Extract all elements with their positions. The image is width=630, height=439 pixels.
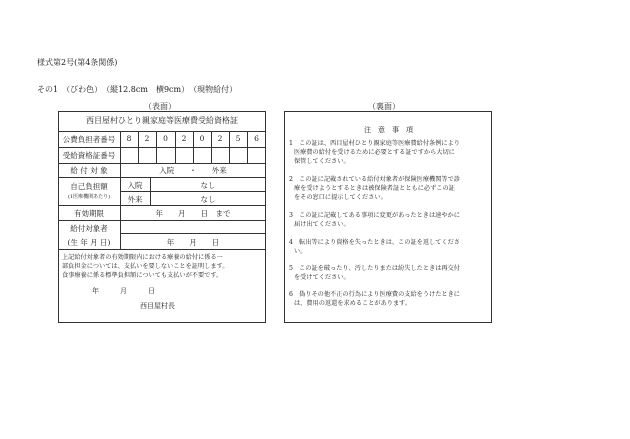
note-line: をその窓口に提示してください。 [294, 194, 387, 201]
payer-digit: 2 [217, 134, 223, 143]
payer-digit: 2 [181, 134, 187, 143]
notice-line: 食事療養に係る標準負担額についても支払いが不要です。 [62, 272, 223, 279]
inpatient-value: なし [200, 181, 216, 190]
inpatient-label: 入院 [127, 181, 143, 190]
notice-line: 部負担金については、支払いを要しないことを証明します。 [62, 263, 229, 270]
issuer: 西目屋村長 [140, 302, 175, 310]
back-caption: （裏面） [368, 102, 400, 111]
payer-digit: 0 [163, 134, 168, 143]
benefit-target-label: 給 付 対 象 [70, 166, 108, 175]
period-value: 年 月 日 まで [155, 209, 231, 218]
note-line: 4 転出等により資格を失ったときは、この証を返してくださ [289, 239, 460, 246]
form-number: 様式第2号(第4条関係) [37, 58, 118, 67]
note-line: 1 この証は、西目屋村ひとり親家庭等医療費給付条例により [289, 140, 460, 147]
outpatient-label: 外来 [127, 195, 143, 204]
issue-date: 年 月 日 [92, 287, 155, 295]
notice-line: 上記給付対象者の有効期限内における療養の給付に係る一 [62, 254, 223, 261]
note-line: 医療費の給付を受けるために必要とする証ですから大切に [294, 149, 455, 156]
notes-heading: 注 意 事 項 [364, 126, 413, 134]
note-line: 2 この証に記載されている給付対象者が保険医療機関等で診 [289, 176, 460, 183]
payer-digit: 8 [126, 134, 132, 143]
birth-value: 年 月 日 [166, 238, 220, 247]
payer-digit: 6 [254, 134, 259, 143]
note-line: 5 この証を破ったり、汚したりまたは紛失したときは再交付 [289, 265, 460, 272]
self-pay-note: (1医療機関あたり) [67, 194, 111, 200]
note-line: い。 [294, 248, 307, 255]
note-line: 6 偽りその他不正の行為により医療費の支給をうけたときに [289, 291, 460, 298]
card-title: 西目屋村ひとり親家庭等医療費受給資格証 [86, 116, 238, 125]
note-line: 保管してください。 [294, 158, 350, 165]
note-line: 3 この証に記載してある事項に変更があったときは速やかに [289, 212, 460, 219]
front-caption: （表面） [144, 102, 176, 111]
form-spec: その1 （びわ色） （縦12.8cm 横9cm） （現物給付） [37, 85, 238, 94]
payer-digit: 0 [199, 134, 205, 143]
note-line: は、費用の返還を求めることがあります。 [294, 300, 412, 307]
outpatient-value: なし [200, 195, 216, 204]
note-line: 届け出てください。 [294, 221, 350, 228]
payer-digit: 5 [235, 134, 241, 143]
note-line: 療を受けようとするときは被保険者証とともに必ずこの証 [294, 185, 455, 192]
self-pay-label: 自己負担額 [70, 182, 108, 191]
birth-label: (生 年 月 日) [67, 238, 111, 247]
period-label: 有効期限 [74, 209, 104, 218]
payer-number-label: 公費負担者番号 [62, 135, 116, 144]
recipient-number-label: 受給資格証番号 [62, 151, 116, 160]
person-label: 給付対象者 [70, 224, 108, 233]
payer-digit: 2 [144, 134, 150, 143]
benefit-target-value: 入院 ・ 外来 [159, 166, 227, 175]
note-line: を受けてください。 [294, 274, 350, 281]
